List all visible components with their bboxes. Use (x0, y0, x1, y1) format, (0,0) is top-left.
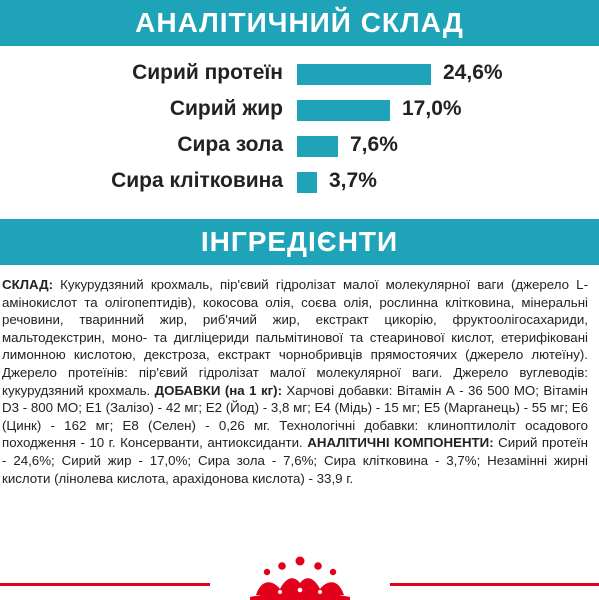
ingredients-title: ІНГРЕДІЄНТИ (200, 226, 399, 257)
chart-row-label: Сира зола (177, 133, 283, 156)
chart-row (0, 58, 599, 88)
chart-value-label: 3,7% (329, 169, 377, 192)
chart-row (0, 130, 599, 160)
additives-label: ДОБАВКИ (на 1 кг): (154, 382, 282, 398)
ingredients-banner (0, 219, 599, 265)
chart-row-label: Сирий жир (169, 97, 283, 120)
footer-divider-left (0, 583, 210, 586)
chart-bar (297, 136, 338, 157)
chart-bar (297, 100, 390, 121)
chart-value-label: 17,0% (402, 97, 462, 120)
chart-bar (297, 172, 317, 193)
composition-label: СКЛАД: (2, 277, 54, 292)
chart-row (0, 166, 599, 196)
chart-row-label: Сирий протеїн (132, 61, 283, 84)
chart-value-label: 7,6% (350, 133, 398, 156)
analytical-text: Сирий протеїн - 24,6%; Сирий жир - 17,0%; Сира зола - 7,6%; Сира клітковина - 3,7%; Незамінні жирні кислоти (лінолева кислота, арахідонова кислота) - 33,9 г. (2, 435, 588, 486)
analysis-banner (0, 0, 599, 46)
additives-text: Харчові добавки: Вітамін А - 36 500 МО; Вітамін D3 - 800 МО; Е1 (Залізо) - 42 мг; Е2 (Йод) - 3,8 мг; Е4 (Мідь) - 15 мг; Е5 (Марганець) - 55 мг; Е6 (Цинк) - 162 мг; Е8 (Селен) - 0,26 мг. Технологічні добавки: клиноптилоліт осадового походження - 10 г. Консерванти, антиоксиданти. (2, 382, 588, 451)
chart-row (0, 94, 599, 124)
composition-text: Кукурудзяний крохмаль, пір'євий гідролізат малої молекулярної ваги (джерело L-амінокислот та олігопептидів), кокосова олія, соєва олія, рослинна клітковина, мінеральні речовини, тваринний жир, риб'ячий жир, екстракт цикорію, фруктоолігосахариди, мальтодекстрин, моно- та дигліцериди пальмітинової та стеаринової кислот, етерифіковані лимонною кислотою, декстроза, екстракт чорнобривців прямостоячих (джерело лютеїну). Джерело протеїнів: пір'євий гідролізат малої молекулярної ваги. Джерело вуглеводів: кукурудзяний крохмаль. (2, 277, 588, 398)
ingredients-text (2, 276, 588, 487)
analysis-title: АНАЛІТИЧНИЙ СКЛАД (135, 7, 464, 38)
analysis-chart (0, 56, 599, 206)
chart-bar (297, 64, 431, 85)
analytical-label: АНАЛІТИЧНІ КОМПОНЕНТИ: (307, 435, 494, 451)
chart-value-label: 24,6% (443, 61, 503, 84)
royal-canin-crown-logo (238, 555, 362, 600)
chart-row-label: Сира клітковина (111, 169, 283, 192)
footer-divider-right (390, 583, 599, 586)
